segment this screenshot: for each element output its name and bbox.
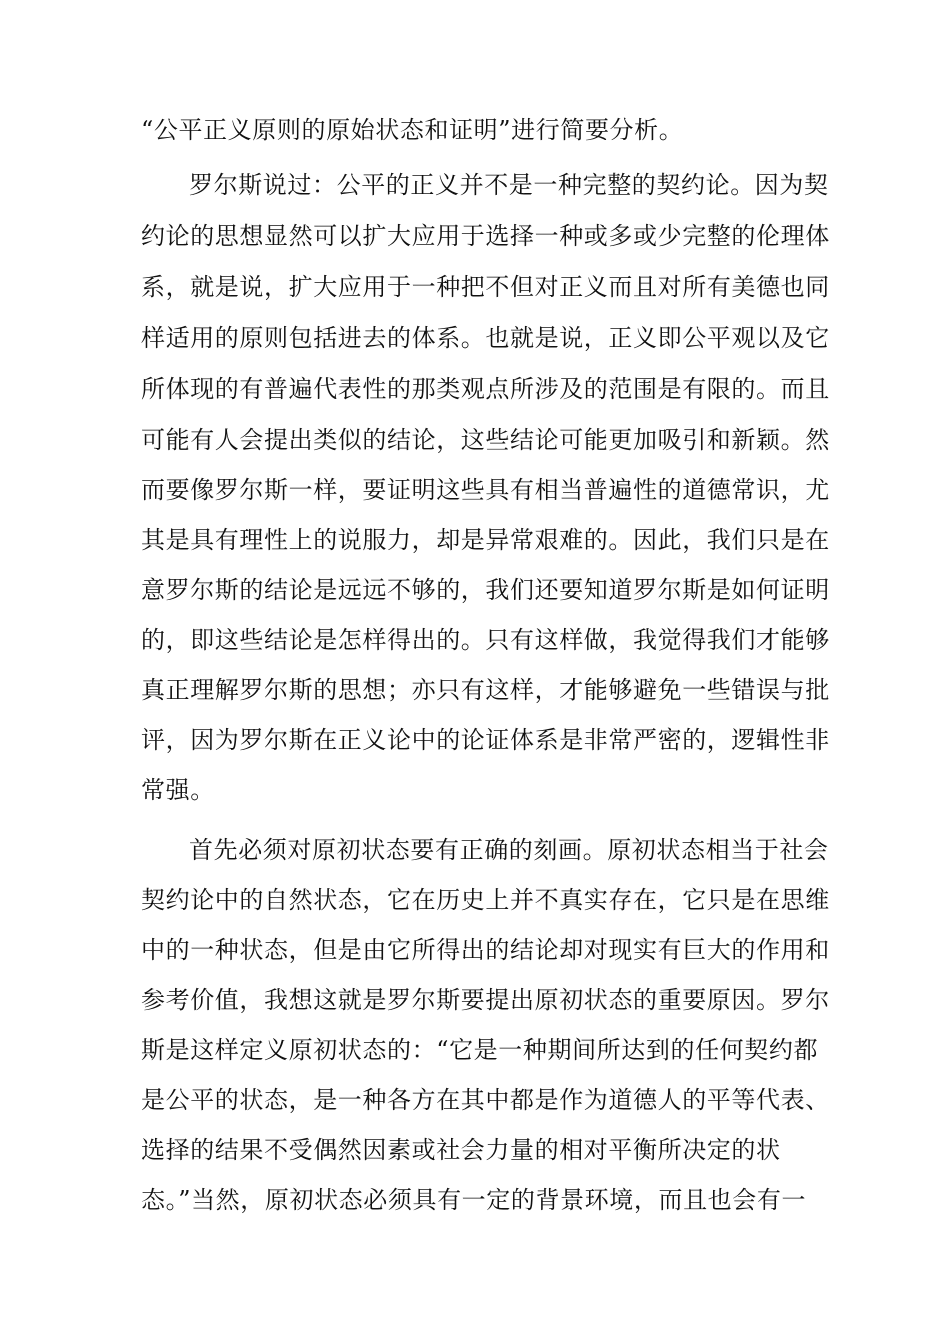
text-line: 约论的思想显然可以扩大应用于选择一种或多或少完整的伦理体	[141, 222, 830, 250]
text-line: 评，因为罗尔斯在正义论中的论证体系是非常严密的，逻辑性非	[141, 726, 830, 754]
text-line: 是公平的状态，是一种各方在其中都是作为道德人的平等代表、	[141, 1086, 830, 1114]
text-line: 其是具有理性上的说服力，却是异常艰难的。因此，我们只是在	[141, 526, 830, 554]
text-line: 选择的结果不受偶然因素或社会力量的相对平衡所决定的状	[141, 1136, 781, 1164]
text-line: 斯是这样定义原初状态的：“它是一种期间所达到的任何契约都	[141, 1036, 819, 1064]
text-line: 可能有人会提出类似的结论，这些结论可能更加吸引和新颖。然	[141, 426, 830, 454]
text-line: 所体现的有普遍代表性的那类观点所涉及的范围是有限的。而且	[141, 375, 830, 403]
text-line: 常强。	[141, 776, 215, 804]
text-line: 的，即这些结论是怎样得出的。只有这样做，我觉得我们才能够	[141, 626, 830, 654]
text-line: 真正理解罗尔斯的思想；亦只有这样，才能够避免一些错误与批	[141, 676, 830, 704]
text-line: 样适用的原则包括进去的体系。也就是说，正义即公平观以及它	[141, 324, 830, 352]
paragraph-start-line: 罗尔斯说过：公平的正义并不是一种完整的契约论。因为契	[189, 171, 829, 199]
text-line: 系，就是说，扩大应用于一种把不但对正义而且对所有美德也同	[141, 273, 830, 301]
text-line: 中的一种状态，但是由它所得出的结论却对现实有巨大的作用和	[141, 936, 830, 964]
text-line: 参考价值，我想这就是罗尔斯要提出原初状态的重要原因。罗尔	[141, 986, 830, 1014]
paragraph-start-line: 首先必须对原初状态要有正确的刻画。原初状态相当于社会	[189, 836, 829, 864]
text-line: 意罗尔斯的结论是远远不够的，我们还要知道罗尔斯是如何证明	[141, 576, 830, 604]
text-line: 态。”当然，原初状态必须具有一定的背景环境，而且也会有一	[141, 1186, 807, 1214]
text-line: “公平正义原则的原始状态和证明”进行简要分析。	[141, 116, 684, 144]
text-line: 而要像罗尔斯一样，要证明这些具有相当普遍性的道德常识，尤	[141, 476, 830, 504]
text-line: 契约论中的自然状态，它在历史上并不真实存在，它只是在思维	[141, 886, 830, 914]
